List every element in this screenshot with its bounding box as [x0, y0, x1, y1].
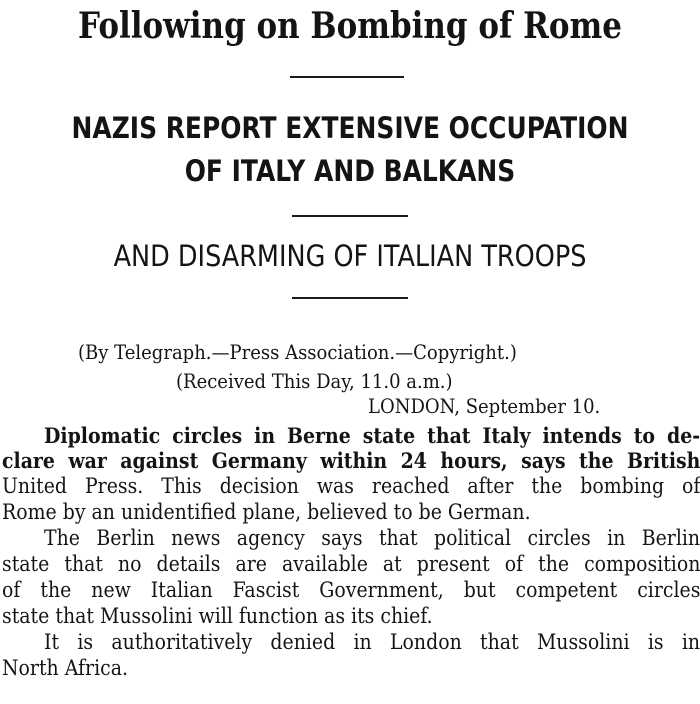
body-line: Rome by an unidentified plane, believed to be German.: [2, 500, 531, 524]
divider-rule: [290, 76, 404, 78]
body-line: It is authoritatively denied in London that Mussolini is in: [44, 630, 700, 654]
headline-main-line-2: OF ITALY AND BALKANS: [184, 154, 516, 188]
body-line: North Africa.: [2, 656, 128, 680]
headline-main-line-1: NAZIS REPORT EXTENSIVE OCCUPATION: [71, 111, 629, 145]
body-line: state that no details are available at present of the composition: [2, 552, 700, 576]
credit-received: (Received This Day, 11.0 a.m.): [176, 369, 453, 393]
body-line: state that Mussolini will function as its chief.: [2, 604, 433, 628]
divider-rule: [292, 215, 408, 217]
headline-top: Following on Bombing of Rome: [78, 5, 622, 47]
divider-rule: [292, 297, 408, 299]
body-line: of the new Italian Fascist Government, but competent circles: [2, 578, 700, 602]
credit-source: (By Telegraph.—Press Association.—Copyright.): [78, 340, 517, 364]
headline-sub: AND DISARMING OF ITALIAN TROOPS: [113, 239, 587, 273]
body-line: Diplomatic circles in Berne state that Italy intends to de-: [44, 423, 700, 448]
body-line: clare war against Germany within 24 hours, says the British: [2, 448, 700, 473]
body-line: United Press. This decision was reached after the bombing of: [2, 474, 700, 498]
credit-dateline: LONDON, September 10.: [368, 394, 601, 418]
body-line: The Berlin news agency says that political circles in Berlin: [44, 526, 700, 550]
